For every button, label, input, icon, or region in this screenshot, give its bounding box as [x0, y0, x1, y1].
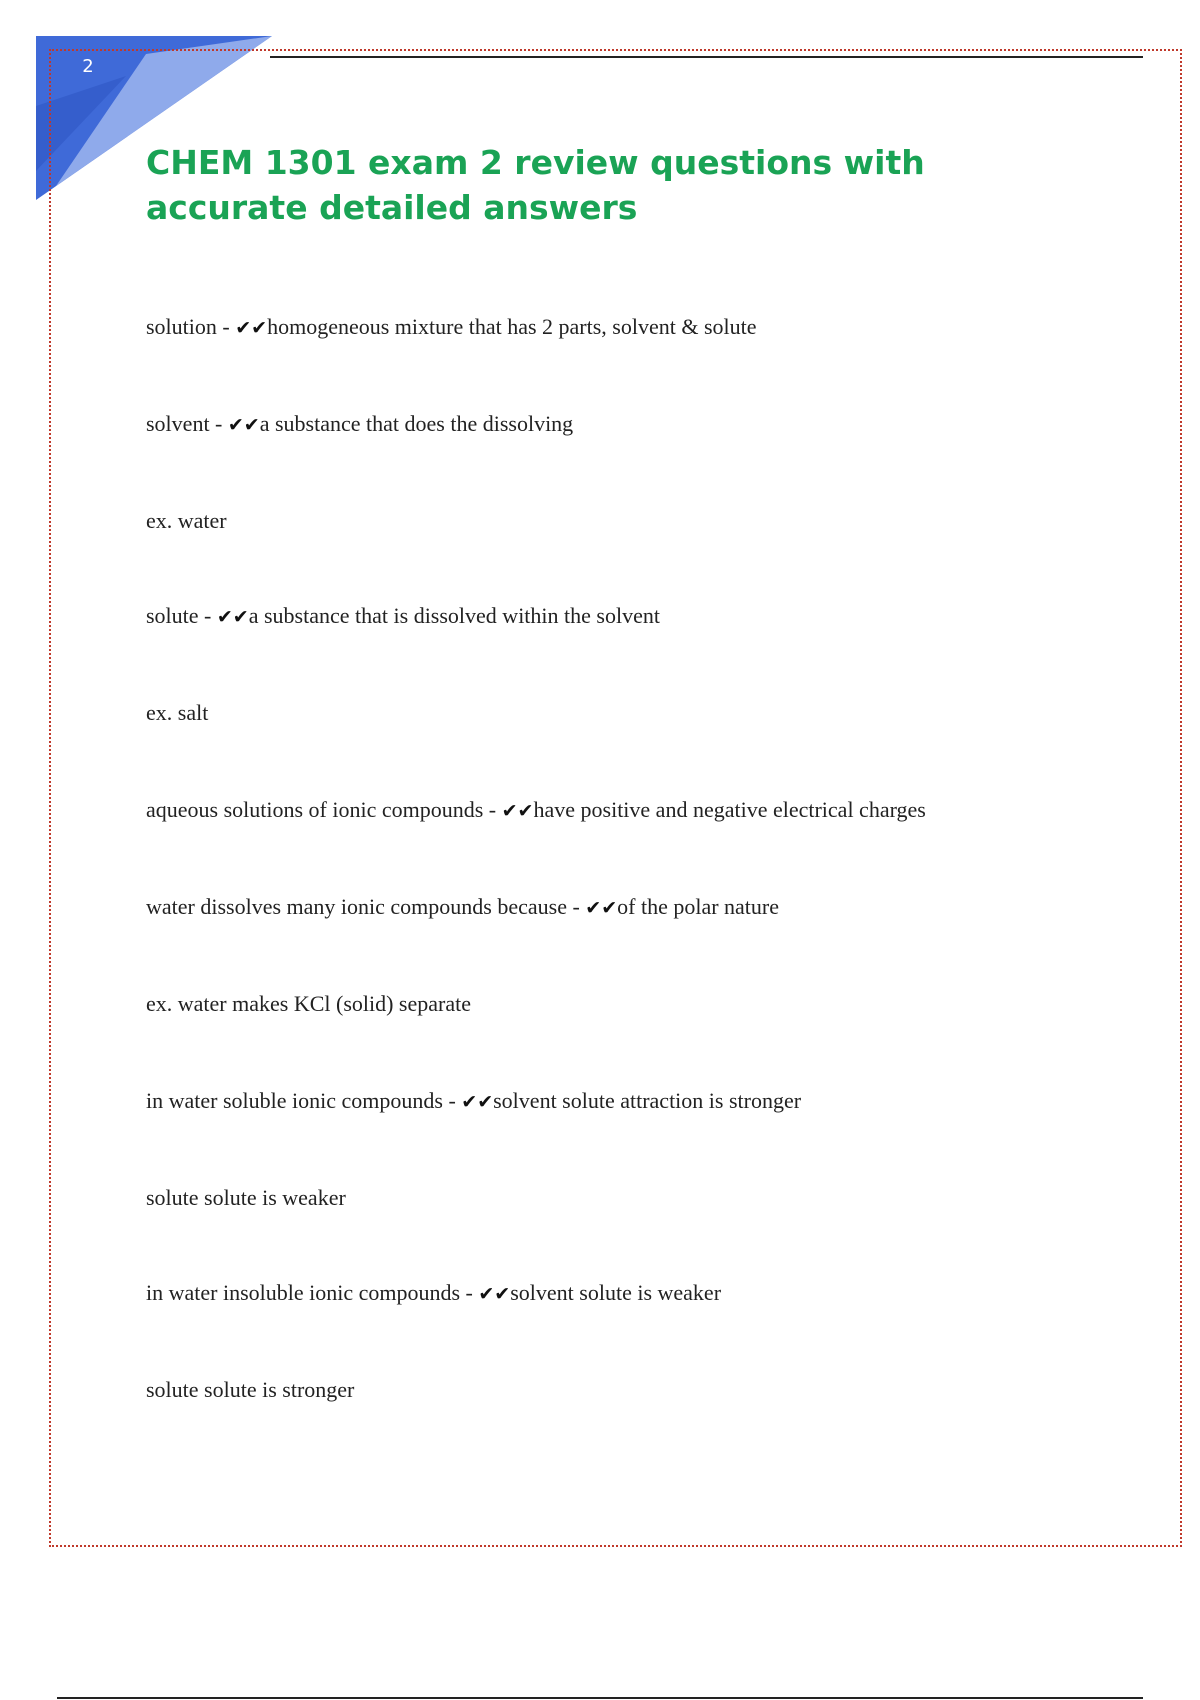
entry-water-dissolves [146, 893, 779, 922]
double-check-icon: ✔✔ [461, 1091, 494, 1113]
double-check-icon: ✔✔ [235, 317, 268, 339]
entry-example-kcl: ex. water makes KCl (solid) separate [146, 991, 471, 1016]
entry-insoluble-ionic [146, 1279, 721, 1308]
entry-solution [146, 313, 757, 342]
page-number: 2 [82, 56, 94, 77]
entry-definition: solvent solute is weaker [510, 1280, 722, 1305]
entry-term: water dissolves many ionic compounds because - [146, 894, 586, 919]
entry-solute [146, 602, 660, 631]
entry-definition: a substance that is dissolved within the solvent [248, 603, 660, 628]
document-title: CHEM 1301 exam 2 review questions with accurate detailed answers [146, 143, 925, 227]
entry-term: in water soluble ionic compounds - [146, 1088, 462, 1113]
entry-definition: homogeneous mixture that has 2 parts, solvent & solute [267, 314, 757, 339]
entry-example-water: ex. water [146, 508, 227, 533]
entry-soluble-ionic [146, 1087, 801, 1116]
entry-definition: have positive and negative electrical charges [533, 797, 926, 822]
entry-example-salt: ex. salt [146, 700, 209, 725]
double-check-icon: ✔✔ [585, 897, 618, 919]
entry-definition: a substance that does the dissolving [259, 411, 574, 436]
entry-solvent [146, 410, 573, 439]
double-check-icon: ✔✔ [216, 606, 249, 628]
entry-definition: solvent solute attraction is stronger [493, 1088, 802, 1113]
entry-term: in water insoluble ionic compounds - [146, 1280, 479, 1305]
footer-rule [57, 1697, 1143, 1699]
entry-aqueous-solutions [146, 796, 926, 825]
double-check-icon: ✔✔ [501, 800, 534, 822]
entry-solute-stronger: solute solute is stronger [146, 1377, 355, 1402]
double-check-icon: ✔✔ [227, 414, 260, 436]
entry-term: solvent - [146, 411, 228, 436]
entry-solute-weaker: solute solute is weaker [146, 1185, 346, 1210]
entry-definition: of the polar nature [617, 894, 779, 919]
entry-term: solute - [146, 603, 217, 628]
entry-term: solution - [146, 314, 236, 339]
entry-term: aqueous solutions of ionic compounds - [146, 797, 502, 822]
double-check-icon: ✔✔ [478, 1283, 511, 1305]
